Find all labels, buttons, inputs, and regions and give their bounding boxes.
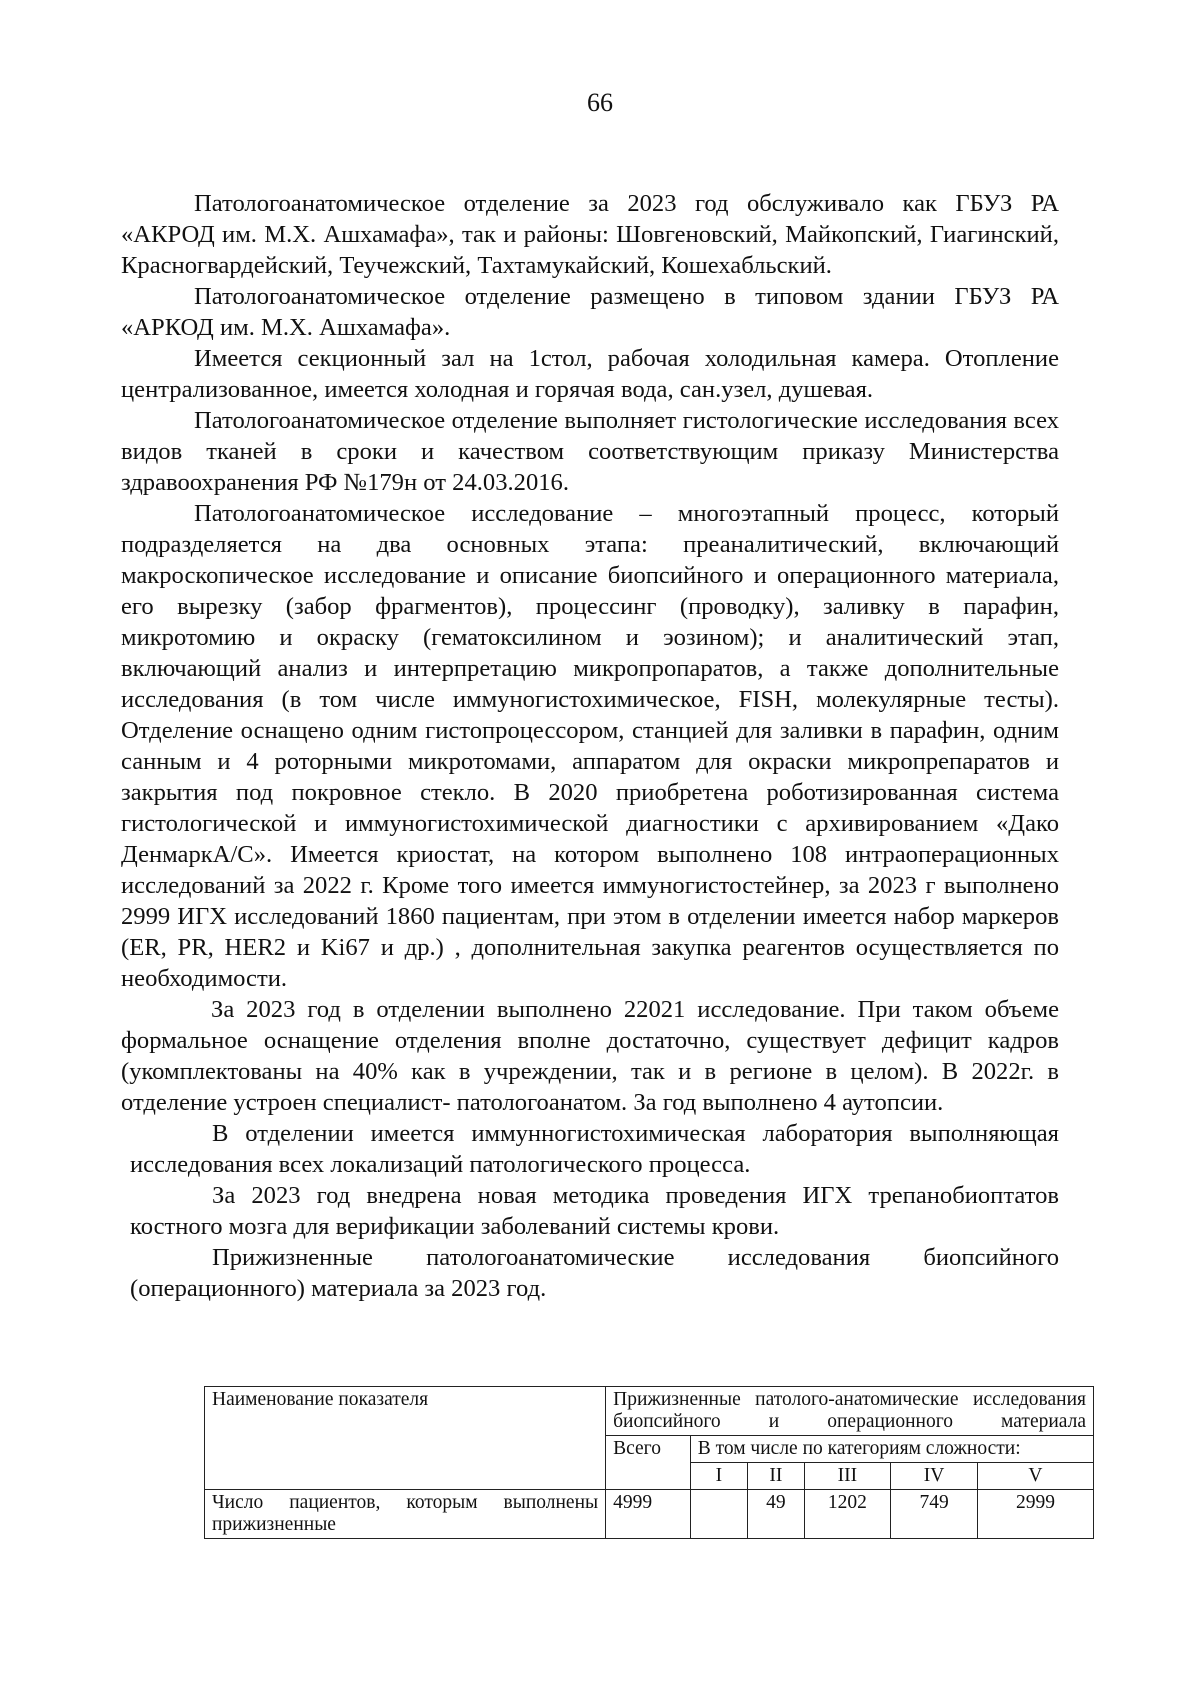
header-indicator-name: Наименование показателя <box>205 1387 606 1490</box>
paragraph-process: Патологоанатомическое исследование – многоэтапный процесс, который подразделяется на два основных этапа: преаналитический, включающий макроскопическое исследование и описание биопсийного и операционного материала, его вырезку (забор фрагментов), процессинг (проводку), заливку в парафин, микротомию и окраску (гематоксилином и эозином); и аналитический этап, включающий анализ и интерпретацию микропропаратов, а также дополнительные исследования (в том числе иммуногистохимическое, FISH, молекулярные тесты). Отделение оснащено одним гистопроцессором, станцией для заливки в парафин, одним санным и 4 роторными микротомами, аппаратом для окраски микропрепаратов и закрытия под покровное стекло. В 2020 приобретена роботизированная система гистологической и иммуногистохимической диагностики с архивированием «Дако ДенмаркА/С». Имеется криостат, на котором выполнено 108 интраоперационных исследований за 2022 г. Кроме того имеется иммуногистостейнер, за 2023 г выполнено 2999 ИГХ исследований 1860 пациентам, при этом в отделении имеется набор маркеров (ER, PR, HER2 и Ki67 и др.) , дополнительная закупка реагентов осуществляется по необходимости. <box>121 500 1059 992</box>
header-category-iv: IV <box>891 1463 978 1490</box>
cell-category-iii: 1202 <box>804 1490 891 1539</box>
biopsy-stats-table <box>204 1386 1094 1539</box>
paragraph-histology: Патологоанатомическое отделение выполняет гистологические исследования всех видов тканей в сроки и качеством соответствующим приказу Министерства здравоохранения РФ №179н от 24.03.2016. <box>121 407 1059 496</box>
cell-category-i <box>690 1490 747 1539</box>
cell-category-iv: 749 <box>891 1490 978 1539</box>
table-row <box>205 1490 1094 1539</box>
paragraph-table-caption: Прижизненные патологоанатомические исследования биопсийного (операционного) материала за 2023 год. <box>130 1244 1059 1302</box>
header-group: Прижизненные патолого-анатомические исследования биопсийного и операционного материала <box>606 1387 1094 1436</box>
paragraph-departments-served: Патологоанатомическое отделение за 2023 год обслуживало как ГБУЗ РА «АКРОД им. М.Х. Ашхамафа», так и районы: Шовгеновский, Майкопский, Гиагинский, Красногвардейский, Теучежский, Тахтамукайский, Кошехабльский. <box>121 190 1059 279</box>
table-header-row <box>205 1387 1094 1436</box>
page-number: 66 <box>587 88 613 117</box>
paragraph-facilities: Имеется секционный зал на 1стол, рабочая холодильная камера. Отопление централизованное, имеется холодная и горячая вода, сан.узел, душевая. <box>121 345 1059 403</box>
document-body <box>121 188 1059 1304</box>
paragraph-volume: За 2023 год в отделении выполнено 22021 исследование. При таком объеме формальное оснащение отделения вполне достаточно, существует дефицит кадров (укомплектованы на 40% как в учреждении, так и в регионе в целом). В 2022г. в отделение устроен специалист- патологоанатом. За год выполнено 4 аутопсии. <box>121 996 1059 1116</box>
cell-category-ii: 49 <box>748 1490 804 1539</box>
header-category-iii: III <box>804 1463 891 1490</box>
header-total: Всего <box>606 1436 691 1490</box>
paragraph-new-method: За 2023 год внедрена новая методика проведения ИГХ трепанобиоптатов костного мозга для верификации заболеваний системы крови. <box>130 1182 1059 1240</box>
header-category-i: I <box>690 1463 747 1490</box>
cell-total: 4999 <box>606 1490 691 1539</box>
header-category-v: V <box>977 1463 1093 1490</box>
paragraph-ihc-lab: В отделении имеется иммунногистохимическая лаборатория выполняющая исследования всех локализаций патологического процесса. <box>130 1120 1059 1178</box>
header-categories: В том числе по категориям сложности: <box>690 1436 1093 1463</box>
header-category-ii: II <box>748 1463 804 1490</box>
paragraph-building: Патологоанатомическое отделение размещено в типовом здании ГБУЗ РА «АРКОД им. М.Х. Ашхамафа». <box>121 283 1059 341</box>
row-label: Число пациентов, которым выполнены прижизненные <box>205 1490 606 1539</box>
cell-category-v: 2999 <box>977 1490 1093 1539</box>
